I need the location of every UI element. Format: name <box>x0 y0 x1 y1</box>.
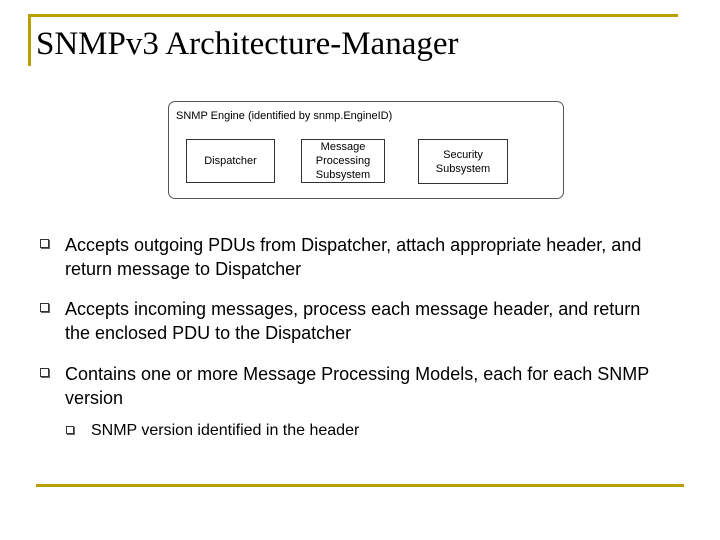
message-processing-subsystem-label <box>316 140 370 182</box>
bullet-text: Contains one or more Message Processing Models, each for each SNMP version <box>65 364 649 408</box>
title-frame-top-rule <box>28 14 678 17</box>
snmp-engine-label: SNMP Engine (identified by snmp.EngineID) <box>176 110 393 122</box>
dispatcher-label: Dispatcher <box>204 155 257 167</box>
bullet-text: Accepts incoming messages, process each message header, and return the enclosed PDU to the Dispatcher <box>65 299 641 343</box>
mps-label-line-1: Message <box>320 141 366 153</box>
security-subsystem-box <box>418 139 508 184</box>
message-processing-subsystem-box <box>301 139 385 183</box>
hollow-square-bullet-icon <box>40 368 49 377</box>
hollow-square-bullet-icon <box>66 426 74 434</box>
dispatcher-box <box>186 139 275 183</box>
hollow-square-bullet-icon <box>40 303 49 312</box>
hollow-square-bullet-icon <box>40 239 49 248</box>
mps-label-line-3: Subsystem <box>315 169 371 181</box>
slide-title: SNMPv3 Architecture-Manager <box>36 26 459 62</box>
bullet-text: Accepts outgoing PDUs from Dispatcher, attach appropriate header, and return message to Dispatcher <box>65 235 642 279</box>
bottom-rule <box>36 484 684 487</box>
security-label-line-2: Subsystem <box>435 162 491 175</box>
sub-bullet-text: SNMP version identified in the header <box>91 422 360 439</box>
security-label-line-1: Security <box>443 148 483 161</box>
title-frame-left-rule <box>28 14 31 66</box>
mps-label-line-2: Processing <box>315 155 371 167</box>
security-subsystem-label <box>436 148 490 176</box>
